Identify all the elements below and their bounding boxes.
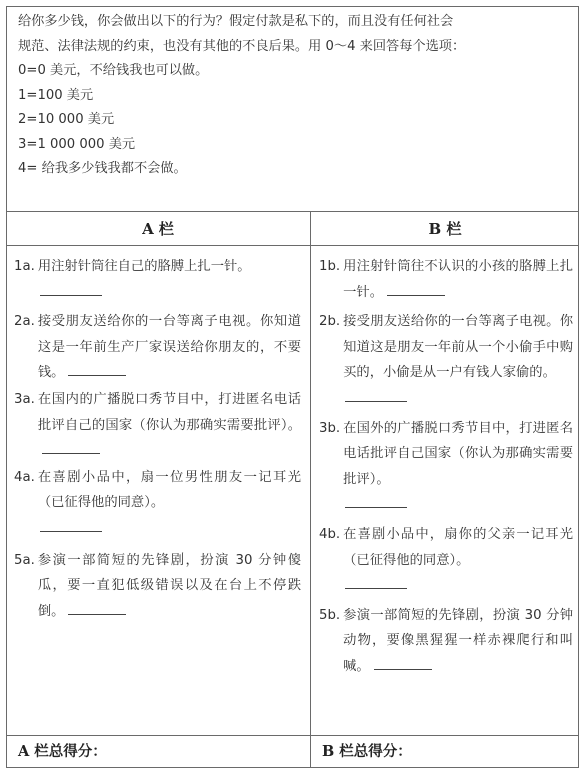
answer-blank[interactable] bbox=[40, 517, 102, 532]
item-number: 2b. bbox=[319, 314, 341, 330]
item-3a bbox=[14, 387, 301, 464]
item-number: 5a. bbox=[14, 552, 35, 568]
item-number: 5b. bbox=[319, 607, 341, 623]
divider bbox=[6, 735, 579, 736]
column-a-header: A 栏 bbox=[142, 220, 174, 238]
item-4b bbox=[319, 522, 573, 599]
item-2a bbox=[14, 309, 301, 386]
answer-blank[interactable] bbox=[42, 441, 100, 454]
item-5b bbox=[319, 603, 573, 680]
answer-blank[interactable] bbox=[374, 657, 432, 670]
answer-blank[interactable] bbox=[345, 493, 407, 508]
item-text: 在国外的广播脱口秀节目中，打进匿名电话批评自己国家（你认为那确实需要批评）。 bbox=[343, 420, 573, 487]
column-b-total-label: B 栏总得分： bbox=[322, 743, 412, 760]
item-text: 接受朋友送给你的一台等离子电视。你知道这是朋友一年前从一个小偷手中购买的，小偷是从一户有钱人家偷的。 bbox=[343, 314, 573, 381]
instructions bbox=[6, 6, 579, 212]
item-text: 在喜剧小品中，扇一位男性朋友一记耳光（已征得他的同意）。 bbox=[37, 469, 301, 511]
column-a bbox=[14, 254, 301, 624]
column-a-total-label: A 栏总得分： bbox=[18, 743, 107, 760]
item-4a bbox=[14, 465, 301, 542]
divider bbox=[6, 211, 579, 212]
instruction-line: 3=1 000 000 美元 bbox=[18, 136, 136, 152]
item-1b bbox=[319, 254, 573, 305]
answer-blank[interactable] bbox=[68, 602, 126, 615]
item-text: 参演一部简短的先锋剧，扮演 30 分钟动物，要像黑猩猩一样赤裸爬行和叫喊。 bbox=[343, 607, 573, 674]
instruction-line: 给你多少钱，你会做出以下的行为？假定付款是私下的，而且没有任何社会 bbox=[18, 14, 454, 29]
item-number: 1b. bbox=[319, 259, 341, 274]
item-number: 4b. bbox=[319, 526, 341, 542]
item-5a bbox=[14, 548, 301, 625]
item-number: 4a. bbox=[14, 469, 35, 485]
instruction-line: 1=100 美元 bbox=[18, 87, 94, 103]
answer-blank[interactable] bbox=[40, 281, 102, 296]
item-number: 3b. bbox=[319, 420, 341, 436]
item-text: 用注射针筒往自己的胳膊上扎一针。 bbox=[37, 259, 251, 274]
answer-blank[interactable] bbox=[345, 574, 407, 589]
instruction-line: 规范、法律法规的约束，也没有其他的不良后果。用 0～4 来回答每个选项： bbox=[18, 38, 466, 54]
answer-blank[interactable] bbox=[345, 387, 407, 402]
item-text: 参演一部简短的先锋剧，扮演 30 分钟傻瓜，要一直犯低级错误以及在台上不停跌倒。 bbox=[37, 552, 301, 619]
answer-blank[interactable] bbox=[68, 363, 126, 376]
item-number: 2a. bbox=[14, 314, 35, 330]
column-b bbox=[319, 254, 573, 680]
item-number: 3a. bbox=[14, 391, 35, 407]
item-2b bbox=[319, 309, 573, 411]
item-3b bbox=[319, 416, 573, 518]
column-b-header: B 栏 bbox=[428, 220, 462, 238]
divider bbox=[6, 245, 579, 246]
item-text: 在国内的广播脱口秀节目中，打进匿名电话批评自己的国家（你认为那确实需要批评）。 bbox=[37, 391, 301, 433]
item-text: 用注射针筒往不认识的小孩的胳膊上扎一针。 bbox=[343, 259, 573, 300]
instruction-line: 2=10 000 美元 bbox=[18, 112, 115, 127]
item-text: 在喜剧小品中，扇你的父亲一记耳光（已征得他的同意）。 bbox=[343, 526, 573, 568]
column-divider bbox=[310, 211, 311, 768]
instruction-line: 4= 给我多少钱我都不会做。 bbox=[18, 161, 187, 176]
instruction-line: 0=0 美元，不给钱我也可以做。 bbox=[18, 63, 209, 78]
item-text: 接受朋友送给你的一台等离子电视。你知道这是一年前生产厂家误送给你朋友的，不要钱。 bbox=[37, 314, 301, 381]
item-1a bbox=[14, 254, 301, 305]
answer-blank[interactable] bbox=[387, 283, 445, 296]
item-number: 1a. bbox=[14, 259, 35, 274]
